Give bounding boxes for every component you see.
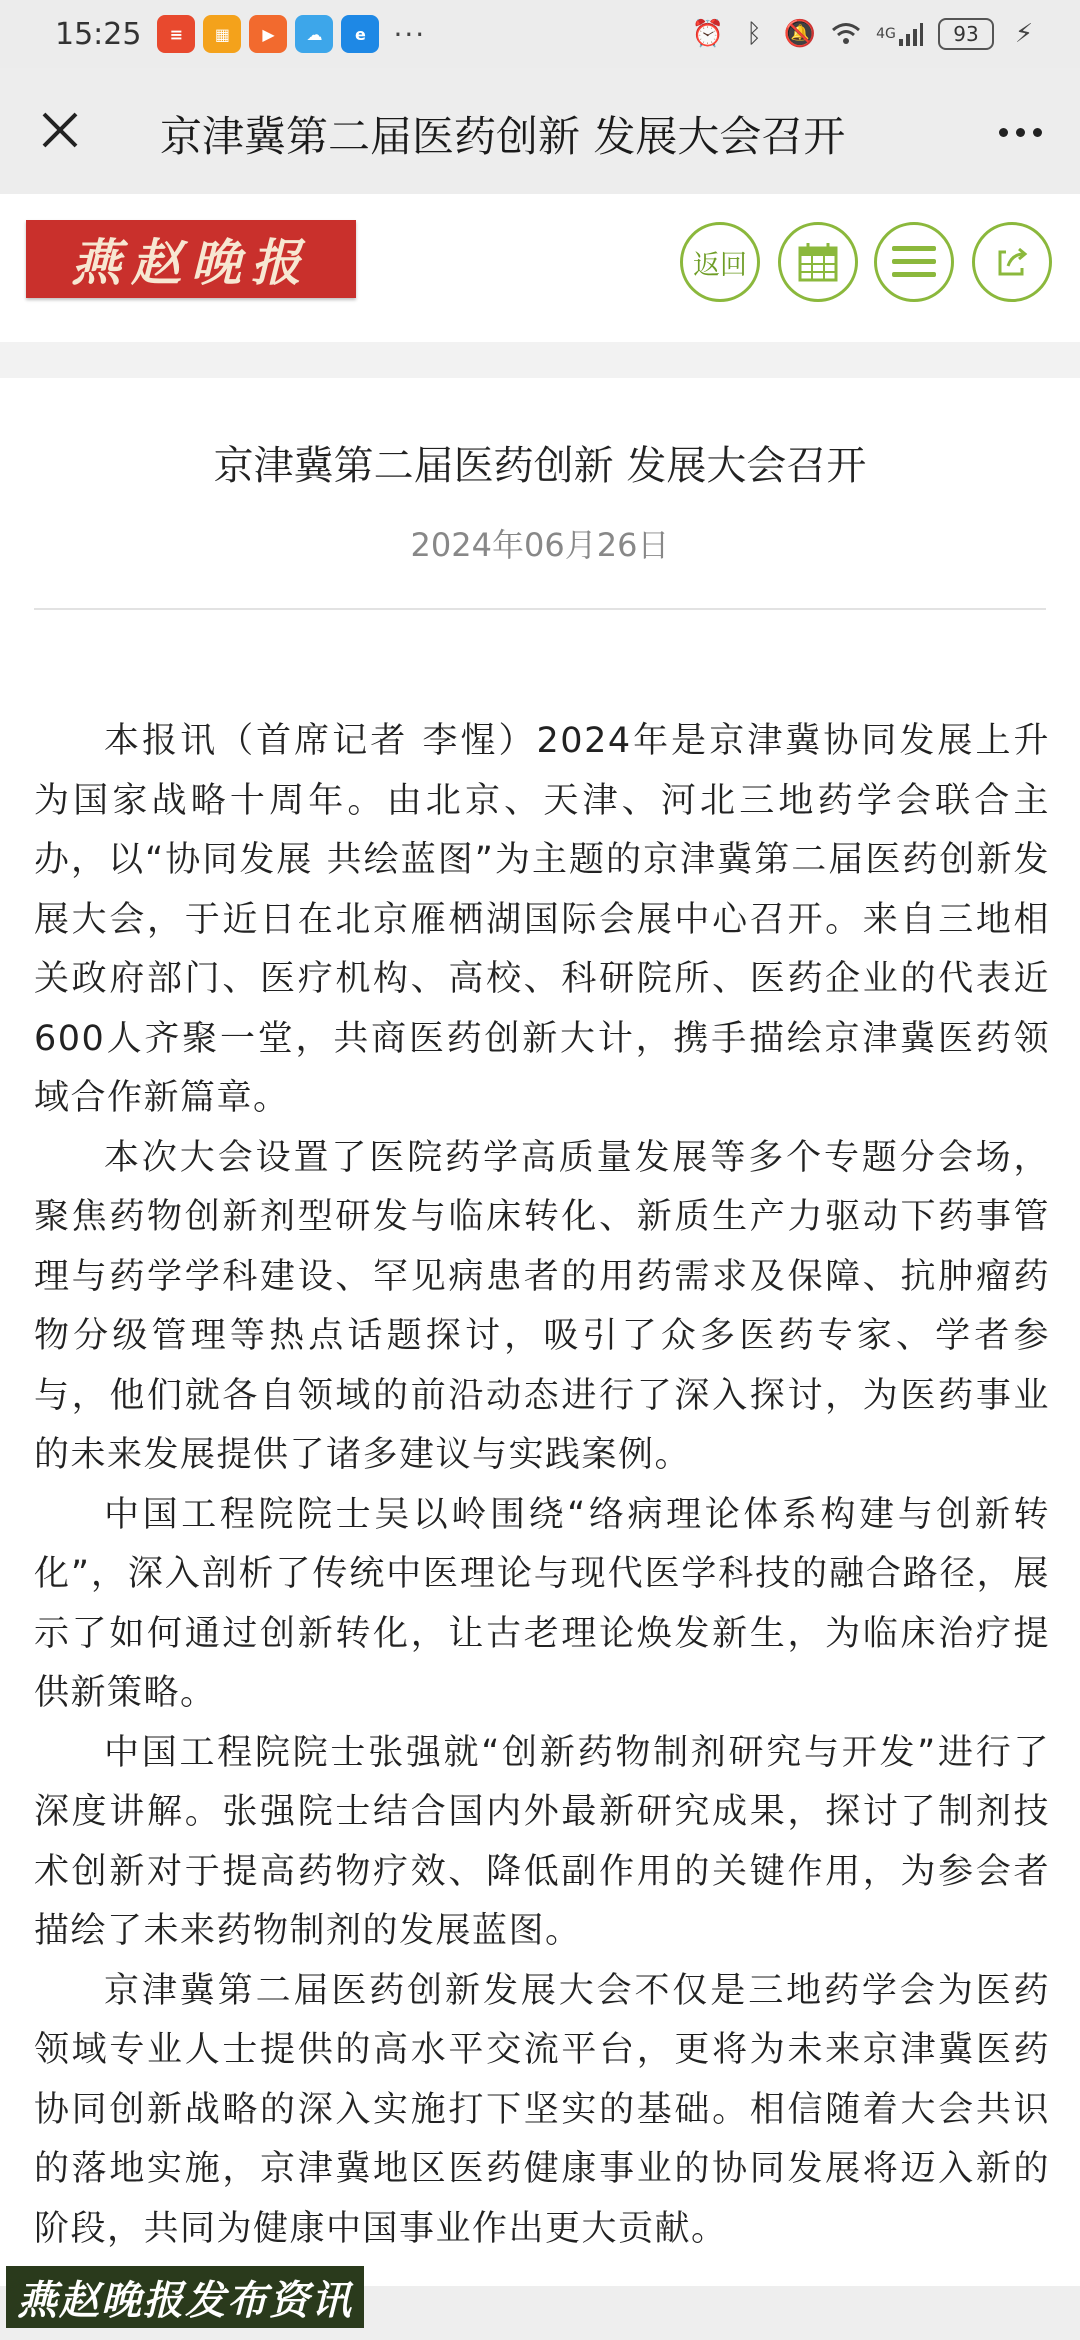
article-paragraph: 本次大会设置了医院药学高质量发展等多个专题分会场，聚焦药物创新剂型研发与临床转化、新质生产力驱动下药事管理与药学学科建设、罕见病患者的用药需求及保障、抗肿瘤药物分级管理等热点话题探讨，吸引了众多医药专家、学者参与，他们就各自领域的前沿动态进行了深入探讨，为医药事业的未来发展提供了诸多建议与实践案例。 bbox=[34, 1137, 1050, 1475]
more-dot-icon bbox=[999, 128, 1008, 137]
calendar-button[interactable] bbox=[778, 222, 858, 302]
section-divider bbox=[0, 342, 1080, 378]
page-title: 京津冀第二届医药创新 发展大会召开 bbox=[160, 112, 846, 161]
mute-icon: 🔕 bbox=[783, 19, 817, 49]
article-paragraph: 本报讯（首席记者 李惺）2024年是京津冀协同发展上升为国家战略十周年。由北京、天津、河北三地药学会联合主办，以“协同发展 共绘蓝图”为主题的京津冀第二届医药创新发展大会，于近日在北京雁栖湖国际会展中心召开。来自三地相关政府部门、医疗机构、高校、科研院所、医药企业的代表近600人齐聚一堂，共商医药创新大计，携手描绘京津冀医药领域合作新篇章。 bbox=[34, 721, 1050, 1118]
publisher-badge-text: 燕赵晚报发布资讯 bbox=[17, 2276, 353, 2324]
charging-icon: ⚡ bbox=[1014, 19, 1034, 49]
site-header bbox=[0, 194, 1080, 342]
signal-icon bbox=[876, 18, 924, 50]
menu-icon bbox=[890, 242, 938, 282]
battery-icon bbox=[938, 18, 994, 50]
share-icon bbox=[992, 242, 1032, 282]
logo-text: 燕赵晚报 bbox=[71, 233, 311, 292]
more-options-button[interactable] bbox=[988, 102, 1052, 162]
article-divider bbox=[34, 608, 1046, 610]
site-logo[interactable] bbox=[26, 220, 356, 298]
alarm-icon: ⏰ bbox=[691, 19, 725, 49]
close-icon bbox=[38, 108, 82, 152]
browser-app-icon: e bbox=[341, 15, 379, 53]
status-indicators bbox=[692, 18, 1040, 50]
status-bar bbox=[0, 0, 1080, 68]
wifi-icon bbox=[830, 18, 862, 50]
menu-button[interactable] bbox=[874, 222, 954, 302]
calendar-icon bbox=[796, 240, 840, 284]
more-notifications-icon: ··· bbox=[393, 17, 427, 51]
more-dot-icon bbox=[1033, 128, 1042, 137]
close-button[interactable] bbox=[28, 98, 92, 162]
article-body bbox=[34, 712, 1050, 2259]
network-type: 4G bbox=[876, 26, 896, 42]
share-button[interactable] bbox=[972, 222, 1052, 302]
article-paragraph: 中国工程院院士张强就“创新药物制剂研究与开发”进行了深度讲解。张强院士结合国内外最新研究成果，探讨了制剂技术创新对于提高药物疗效、降低副作用的关键作用，为参会者描绘了未来药物制剂的发展蓝图。 bbox=[34, 1732, 1050, 1951]
battery-level: 93 bbox=[953, 22, 979, 46]
back-label: 返回 bbox=[693, 249, 747, 281]
article-paragraph: 京津冀第二届医药创新发展大会不仅是三地药学会为医药领域专业人士提供的高水平交流平台，更将为未来京津冀医药协同创新战略的深入实施打下坚实的基础。相信随着大会共识的落地实施，京津冀地区医药健康事业的协同发展将迈入新的阶段，共同为健康中国事业作出更大贡献。 bbox=[34, 1970, 1050, 2249]
article-paragraph: 中国工程院院士吴以岭围绕“络病理论体系构建与创新转化”，深入剖析了传统中医理论与现代医学科技的融合路径，展示了如何通过创新转化，让古老理论焕发新生，为临床治疗提供新策略。 bbox=[34, 1494, 1050, 1713]
cloud-app-icon: ☁ bbox=[295, 15, 333, 53]
title-bar bbox=[0, 68, 1080, 194]
back-button[interactable] bbox=[680, 222, 760, 302]
article-date: 2024年06月26日 bbox=[410, 526, 670, 564]
mall-app-icon: ▦ bbox=[203, 15, 241, 53]
bluetooth-icon: ᛒ bbox=[746, 19, 762, 49]
article-title: 京津冀第二届医药创新 发展大会召开 bbox=[213, 443, 867, 489]
news-app-icon: ≡ bbox=[157, 15, 195, 53]
video-app-icon: ▶ bbox=[249, 15, 287, 53]
publisher-badge bbox=[6, 2266, 364, 2328]
status-time: 15:25 bbox=[55, 16, 142, 52]
more-dot-icon bbox=[1016, 128, 1025, 137]
